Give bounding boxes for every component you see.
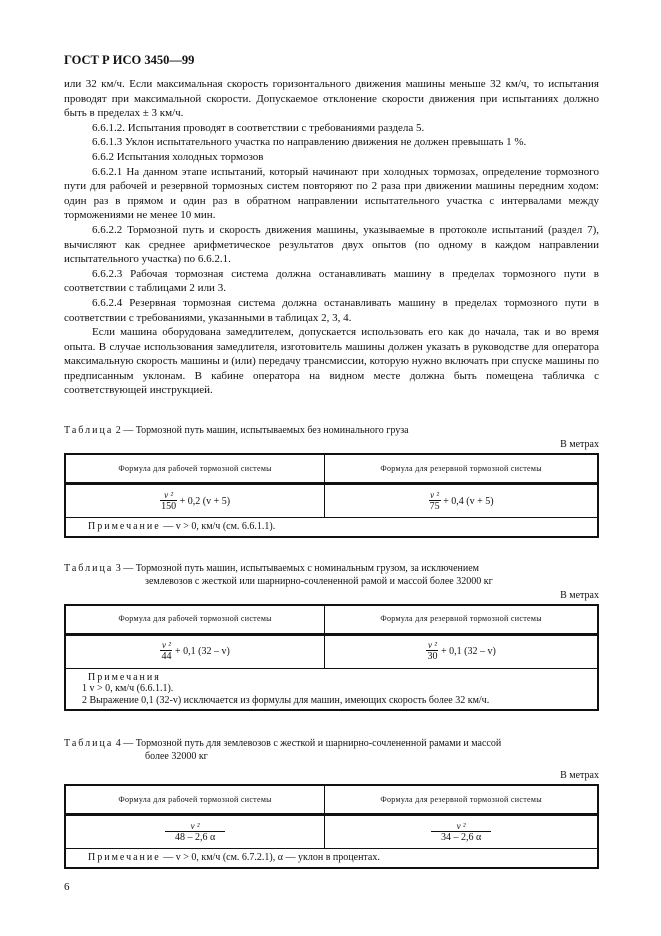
paragraph: Если машина оборудована замедлителем, допускается использовать его как до начала, так и во время опыта. В случае использования замедлителя, изготовитель машины должен указать в руководстве для оператора максимальную скорость машины и (или) передачу трансмиссии, которую нужно включать при спуске машины по предписанным уклонам. В кабине оператора на видном месте должна быть помещена табличка с соответствующей инструкцией. <box>64 326 599 397</box>
table-4-block <box>64 737 599 869</box>
table-2 <box>64 453 599 538</box>
table-3-caption: Таблица 3 — Тормозной путь машин, испытываемых с номинальным грузом, за исключением землевозов с жесткой или шарнирно-сочлененной рамой и массой более 32000 кг <box>64 562 493 587</box>
formula-cell: $\frac{\text{v ²}}{30}$ + 0,1 (32 – v) <box>325 634 598 668</box>
formula-cell: $\frac{\text{v ²}}{44}$ + 0,1 (32 – v) <box>65 634 325 668</box>
column-header: Формула для рабочей тормозной системы <box>65 785 325 815</box>
paragraph: 6.6.2.3 Рабочая тормозная система должна останавливать машину в пределах тормозного пути в соответствии с таблицами 2 или 3. <box>64 267 599 295</box>
paragraph: или 32 км/ч. Если максимальная скорость горизонтального движения машины меньше 32 км/ч, то испытания проводят при максимальной скорости. Допускаемое отклонение скорости движения при испытаниях должно быть в пределах ± 3 км/ч. <box>64 78 599 120</box>
table-3-block <box>64 562 599 712</box>
table-2-block <box>64 424 599 538</box>
table-4-unit: В метрах <box>560 770 599 782</box>
column-header: Формула для резервной тормозной системы <box>325 605 598 635</box>
body-text <box>64 77 599 398</box>
paragraph: 6.6.2.1 На данном этапе испытаний, который начинают при холодных тормозах, определение тормозного пути для рабочей и резервной тормозных систем повторяют по 2 раза при движении машины передним ходом: один раз в прямом и один раз в обратном направлении испытательного участка с интервалами между торможениями не менее 10 мин. <box>64 165 599 222</box>
paragraph: 6.6.1.3 Уклон испытательного участка по направлению движения не должен превышать 1 %. <box>92 136 527 149</box>
paragraph: 6.6.2 Испытания холодных тормозов <box>92 150 264 163</box>
column-header: Формула для резервной тормозной системы <box>325 454 598 484</box>
table-2-unit: В метрах <box>560 439 599 451</box>
table-note: Примечание — v > 0, км/ч (см. 6.7.2.1), α — уклон в процентах. <box>65 849 598 868</box>
table-3 <box>64 604 599 712</box>
table-4 <box>64 784 599 869</box>
table-4-caption: Таблица 4 — Тормозной путь для землевозов с жесткой и шарнирно-сочлененной рамами и массой более 32000 кг <box>64 738 502 763</box>
table-2-caption: Таблица 2 — Тормозной путь машин, испытываемых без номинального груза <box>64 425 409 437</box>
formula-cell: $\frac{\text{v ²}}{48 - 2,6 \alpha}$ <box>65 815 325 849</box>
column-header: Формула для резервной тормозной системы <box>325 785 598 815</box>
column-header: Формула для рабочей тормозной системы <box>65 605 325 635</box>
page-number: 6 <box>64 880 70 893</box>
table-note: Примечание — v > 0, км/ч (см. 6.6.1.1). <box>65 518 598 537</box>
paragraph: 6.6.2.4 Резервная тормозная система должна останавливать машину в пределах тормозного пути в соответствии с требованиями, указанными в таблицах 2, 3, 4. <box>64 296 599 324</box>
table-3-unit: В метрах <box>560 589 599 601</box>
formula-cell: $\frac{\text{v ²}}{75}$ + 0,4 (v + 5) <box>325 484 598 518</box>
paragraph: 6.6.2.2 Тормозной путь и скорость движения машины, указываемые в протоколе испытаний (раздел 7), вычисляют как среднее арифметическое результатов двух опытов (по одному в каждом направлении испытательного участка) по 6.6.2.1. <box>64 223 599 266</box>
table-notes: Примечания 1 v > 0, км/ч (6.6.1.1). 2 Выражение 0,1 (32-v) исключается из формулы для машин, имеющих скорость более 32 км/ч. <box>65 668 598 710</box>
column-header: Формула для рабочей тормозной системы <box>65 454 325 484</box>
paragraph: 6.6.1.2. Испытания проводят в соответствии с требованиями раздела 5. <box>92 121 425 134</box>
formula-cell: $\frac{\text{v ²}}{34 - 2,6 \alpha}$ <box>325 815 598 849</box>
document-header: ГОСТ Р ИСО 3450—99 <box>64 53 195 67</box>
formula-cell: $\frac{\text{v ²}}{150}$ + 0,2 (v + 5) <box>65 484 325 518</box>
